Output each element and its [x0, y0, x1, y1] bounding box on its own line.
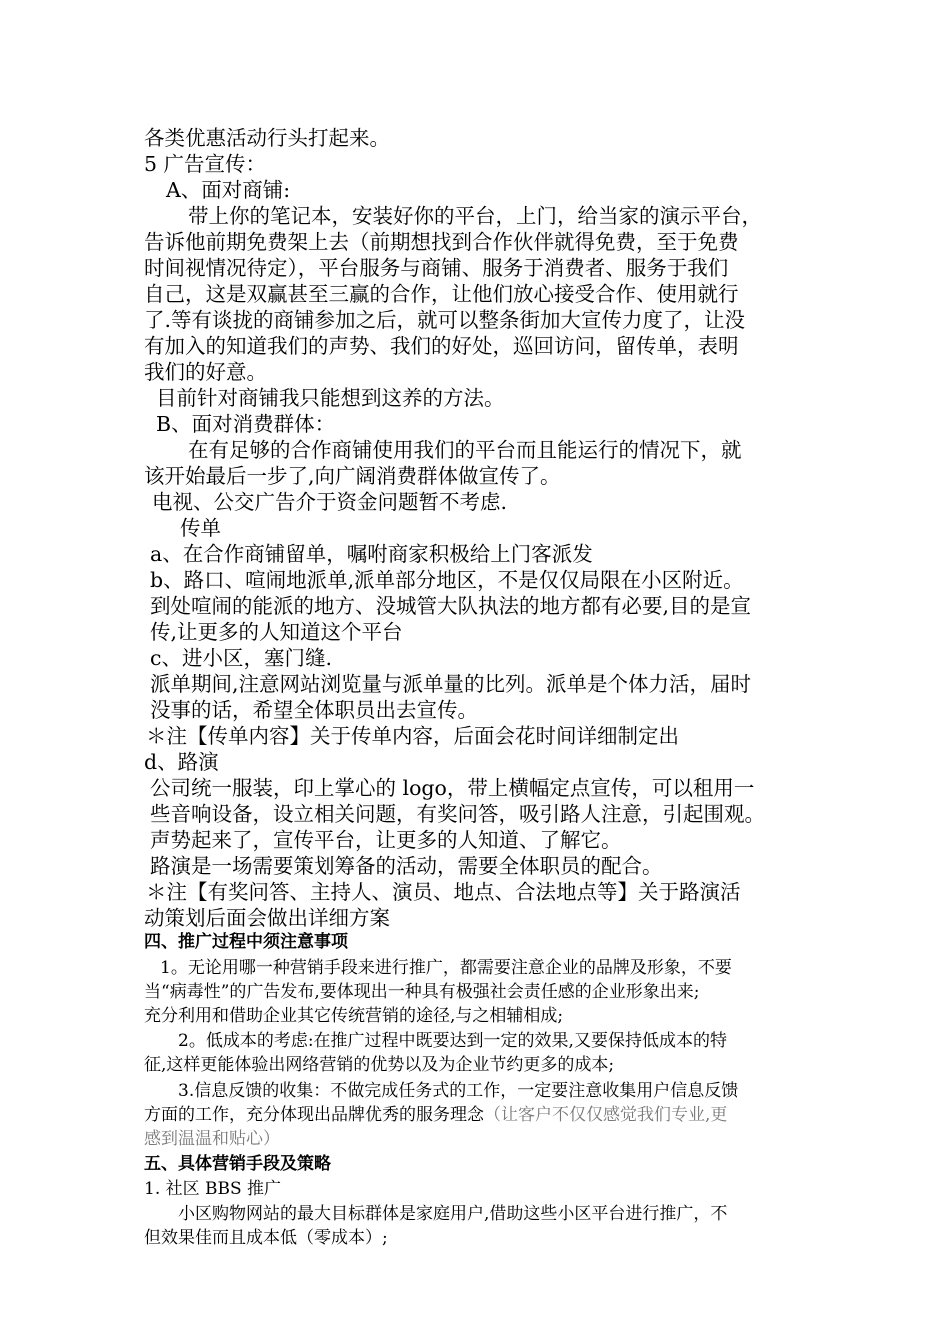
paragraph-line: 我们的好意。 — [144, 360, 267, 384]
paragraph-line: 自己，这是双赢甚至三赢的合作，让他们放心接受合作、使用就行 — [144, 282, 739, 306]
paragraph-line: 小区购物网站的最大目标群体是家庭用户,借助这些小区平台进行推广，不 — [178, 1204, 728, 1224]
paragraph-line: 征,这样更能体验出网络营销的优势以及为企业节约更多的成本; — [144, 1055, 615, 1075]
paragraph-line: 当“病毒性”的广告发布,要体现出一种具有极强社会责任感的企业形象出来; — [144, 982, 700, 1002]
section-heading: 5 广告宣传： — [144, 152, 267, 176]
text-line: 派单期间,注意网站浏览量与派单量的比列。派单是个体力活，届时 — [150, 672, 752, 696]
paragraph-line: 该开始最后一步了,向广阔消费群体做宣传了。 — [144, 464, 561, 488]
subheading: A、面对商铺: — [166, 178, 291, 202]
note-line: 动策划后面会做出详细方案 — [144, 906, 390, 930]
paragraph-line — [144, 1103, 727, 1127]
text-line: 没事的话，希望全体职员出去宣传。 — [150, 698, 478, 722]
note-line: ＊注【有奖问答、主持人、演员、地点、合法地点等】关于路演活 — [146, 880, 741, 904]
paragraph-line: 路演是一场需要策划筹备的活动，需要全体职员的配合。 — [150, 854, 663, 878]
list-item: 传,让更多的人知道这个平台 — [150, 620, 403, 644]
list-item: d、路演 — [144, 750, 219, 774]
paragraph-line: 有加入的知道我们的声势、我们的好处，巡回访问，留传单，表明 — [144, 334, 739, 358]
text-line: 电视、公交广告介于资金问题暂不考虑. — [152, 490, 508, 514]
paragraph-line: 充分利用和借助企业其它传统营销的途径,与之相辅相成; — [144, 1006, 564, 1026]
section-heading: 五、具体营销手段及策略 — [144, 1154, 331, 1174]
paragraph-line: 2。低成本的考虑:在推广过程中既要达到一定的效果,又要保持低成本的特 — [178, 1031, 727, 1051]
text-line: 各类优惠活动行头打起来。 — [144, 126, 390, 150]
gray-aside-text: 感到温温和贴心） — [144, 1129, 280, 1149]
paragraph-line: 但效果佳而且成本低（零成本）; — [144, 1228, 388, 1248]
text-line: 目前针对商铺我只能想到这养的方法。 — [156, 386, 505, 410]
paragraph-line: 在有足够的合作商铺使用我们的平台而且能运行的情况下，就 — [188, 438, 742, 462]
paragraph-line: 声势起来了，宣传平台，让更多的人知道、了解它。 — [150, 828, 622, 852]
paragraph-text: 方面的工作，充分体现出品牌优秀的服务理念 — [144, 1105, 484, 1125]
subheading: B、面对消费群体： — [156, 412, 336, 436]
paragraph-line: 告诉他前期免费架上去（前期想找到合作伙伴就得免费，至于免费 — [144, 230, 739, 254]
subheading: 1. 社区 BBS 推广 — [144, 1179, 282, 1199]
gray-aside-text: （让客户不仅仅感觉我们专业,更 — [484, 1105, 728, 1125]
paragraph-line: 带上你的笔记本，安装好你的平台，上门，给当家的演示平台， — [188, 204, 762, 228]
paragraph-line: 公司统一服装，印上掌心的 logo，带上横幅定点宣传，可以租用一 — [150, 776, 755, 800]
note-line: ＊注【传单内容】关于传单内容，后面会花时间详细制定出 — [146, 724, 679, 748]
list-item: c、进小区，塞门缝. — [150, 646, 332, 670]
paragraph-line: 些音响设备，设立相关问题，有奖问答，吸引路人注意，引起围观。 — [150, 802, 765, 826]
list-item: b、路口、喧闹地派单,派单部分地区，不是仅仅局限在小区附近。 — [150, 568, 744, 592]
paragraph-line: 时间视情况待定），平台服务与商铺、服务于消费者、服务于我们 — [144, 256, 729, 280]
paragraph-line: 3.信息反馈的收集：不做完成任务式的工作，一定要注意收集用户信息反馈 — [178, 1081, 739, 1101]
list-item: a、在合作商铺留单，嘱咐商家积极给上门客派发 — [150, 542, 593, 566]
paragraph-line: 了.等有谈拢的商铺参加之后，就可以整条街加大宣传力度了，让没 — [144, 308, 746, 332]
list-item: 到处喧闹的能派的地方、没城管大队执法的地方都有必要,目的是宣 — [150, 594, 752, 618]
section-heading: 四、推广过程中须注意事项 — [144, 932, 348, 952]
subheading: 传单 — [180, 516, 221, 540]
paragraph-line: 1。无论用哪一种营销手段来进行推广，都需要注意企业的品牌及形象，不要 — [160, 958, 732, 978]
